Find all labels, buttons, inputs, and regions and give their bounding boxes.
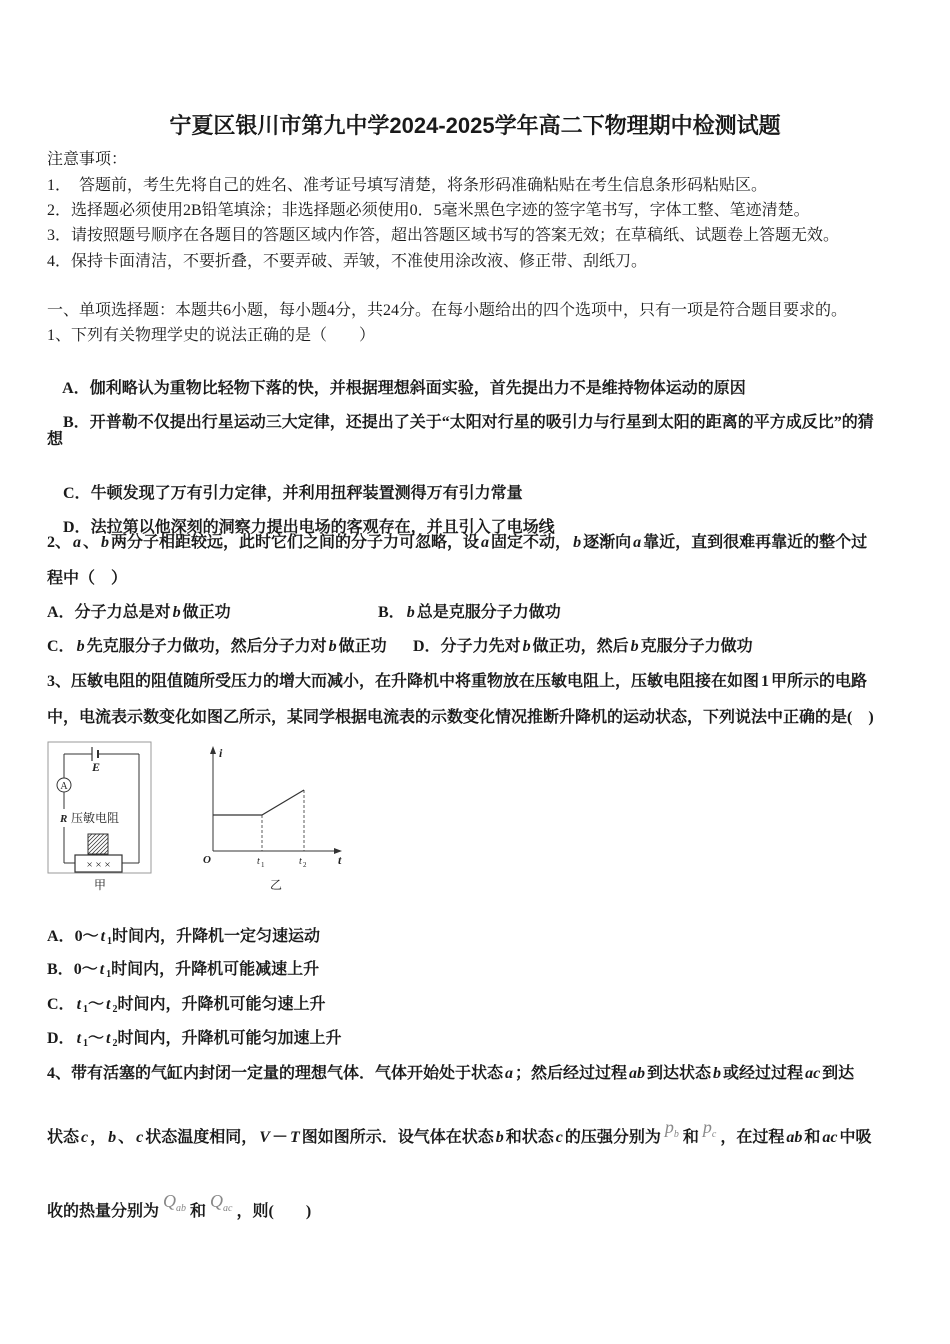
notice-item-2: 2．选择题必须使用2B铅笔填涂；非选择题必须使用0．5毫米黑色字迹的签字笔书写，字体工整、笔迹清楚。 — [47, 202, 810, 219]
variable: b — [495, 1129, 504, 1146]
variable: c — [136, 1129, 144, 1146]
option-label: C． — [63, 485, 91, 502]
q2-option-b — [378, 603, 561, 623]
text: 2、 — [47, 534, 72, 551]
text: 分子力总是对 — [74, 604, 171, 621]
text: ～ — [88, 996, 105, 1013]
text: 逐渐向 — [583, 534, 632, 551]
text: ， — [90, 1129, 107, 1146]
text: 时间内，升降机一定匀速运动 — [112, 928, 321, 945]
heat-qab-formula — [163, 1191, 186, 1219]
option-label: B． — [47, 961, 74, 978]
text: 到达 — [822, 1065, 855, 1082]
option-text: 牛顿发现了万有引力定律，并利用扭秤装置测得万有引力常量 — [90, 485, 523, 502]
text: 和状态 — [505, 1129, 554, 1146]
text: 收的热量分别为 — [47, 1203, 160, 1220]
text: ，在过程 — [720, 1129, 785, 1146]
graph-caption: 乙 — [269, 878, 283, 892]
variable: c — [555, 1129, 563, 1146]
variable: t — [100, 928, 106, 945]
text: 两分子相距较远，此时它们之间的分子力可忽略，设 — [111, 534, 480, 551]
text: 4、带有活塞的气缸内封闭一定量的理想气体．气体开始处于状态 — [47, 1065, 504, 1082]
hatch-line — [104, 850, 108, 854]
subscript: 1 — [83, 1004, 89, 1015]
option-text: 伽利略认为重物比轻物下落的快，并根据理想斜面实验，首先提出力不是维持物体运动的原因 — [89, 380, 746, 397]
text: 的压强分别为 — [564, 1129, 661, 1146]
text: 做正功 — [182, 604, 231, 621]
text: 0～ — [73, 961, 98, 978]
text: 0～ — [74, 928, 99, 945]
current-curve — [213, 790, 304, 815]
subscript: 1 — [107, 936, 113, 947]
text: 状态 — [47, 1129, 80, 1146]
text: 3、压敏电阻的阻值随所受压力的增大而减小，在升降机中将重物放在压敏电阻上，压敏电阻接在如图 — [47, 673, 760, 690]
ammeter-label: A — [60, 781, 68, 792]
variable: b — [76, 638, 85, 655]
subscript: 2 — [112, 1004, 118, 1015]
x-axis-label: t — [338, 853, 342, 867]
q1-option-b — [47, 393, 874, 453]
variable: a — [481, 534, 490, 551]
sensor-marks: × × × — [86, 859, 111, 871]
text: 或经过过程 — [723, 1065, 804, 1082]
figure-number: 1 — [761, 673, 770, 690]
text: 图如图所示．设气体在状态 — [301, 1129, 494, 1146]
option-label: A． — [47, 928, 75, 945]
variable: t — [76, 996, 82, 1013]
circuit-caption: 甲 — [93, 878, 107, 892]
text: 、 — [118, 1129, 135, 1146]
option-label: A． — [47, 604, 75, 621]
q3-stem-line-1 — [47, 672, 867, 692]
formula-base: p — [702, 1117, 712, 1137]
text: 和 — [190, 1203, 207, 1220]
text: 先克服分子力做功，然后分子力对 — [86, 638, 327, 655]
variable: t — [99, 961, 105, 978]
text: 时间内，升降机可能匀加速上升 — [117, 1030, 342, 1047]
text: 靠近，直到很难再靠近的整个过 — [643, 534, 868, 551]
variable: t — [76, 1030, 82, 1047]
option-label: C． — [47, 638, 75, 655]
subscript: 2 — [112, 1038, 118, 1049]
formula-base: p — [664, 1117, 674, 1137]
hatch-line — [88, 834, 92, 838]
q2-stem-line-1 — [47, 533, 867, 553]
q3-figure — [0, 730, 360, 900]
notice-item-4: 4．保持卡面清洁，不要折叠，不要弄破、弄皱，不准使用涂改液、修正带、刮纸刀。 — [47, 253, 648, 270]
t2-tick-subscript: 2 — [303, 861, 307, 869]
hatch-line — [88, 834, 108, 854]
pressure-pb-formula — [665, 1117, 679, 1145]
resistor-symbol: R — [60, 813, 68, 825]
text: ；然后经过过程 — [515, 1065, 628, 1082]
subscript: 1 — [106, 969, 112, 980]
variable: b — [630, 638, 639, 655]
q4-line-2 — [47, 1117, 872, 1154]
heat-qac-formula — [210, 1191, 232, 1219]
text: 做正功 — [338, 638, 387, 655]
y-axis-arrow — [210, 746, 216, 754]
variable: t — [106, 1030, 111, 1047]
q2-option-c — [47, 637, 387, 657]
variable: b — [328, 638, 337, 655]
variable: ac — [805, 1065, 821, 1082]
variable: a — [505, 1065, 514, 1082]
subscript: 1 — [83, 1038, 89, 1049]
text: 时间内，升降机可能减速上升 — [111, 961, 320, 978]
text: － — [271, 1129, 288, 1146]
text: 固定不动， — [491, 534, 572, 551]
text: 、 — [83, 534, 100, 551]
resistor-label: 压敏电阻 — [71, 811, 120, 825]
text: ～ — [88, 1030, 105, 1047]
formula-base: Q — [163, 1191, 177, 1211]
formula-subscript: ab — [176, 1203, 187, 1214]
q3-option-a — [47, 927, 320, 947]
hatch-line — [88, 834, 104, 850]
q4-line-1 — [47, 1064, 854, 1084]
t1-tick-label: t — [257, 856, 260, 867]
variable: b — [172, 604, 181, 621]
variable: c — [81, 1129, 89, 1146]
variable: a — [633, 534, 642, 551]
option-label: B． — [378, 604, 405, 621]
variable: V — [259, 1129, 270, 1146]
option-text: 法拉第以他深刻的洞察力提出电场的客观存在，并且引入了电场线 — [90, 519, 555, 536]
notice-item-1: 1． 答题前，考生先将自己的姓名、准考证号填写清楚，将条形码准确粘贴在考生信息条形码粘贴区。 — [47, 177, 768, 194]
variable: b — [713, 1065, 722, 1082]
text: 总是克服分子力做功 — [416, 604, 561, 621]
text: ，则( ) — [236, 1203, 312, 1220]
q2-option-a — [47, 603, 231, 623]
current-time-graph — [210, 746, 342, 854]
text: 做正功，然后 — [532, 638, 629, 655]
section-heading: 一、单项选择题：本题共6小题，每小题4分，共24分。在每小题给出的四个选项中，只有一项是符合题目要求的。 — [47, 302, 848, 319]
text: 甲所示的电路 — [771, 673, 868, 690]
t1-tick-subscript: 1 — [261, 861, 265, 869]
variable: ac — [822, 1129, 838, 1146]
page-title: 宁夏区银川市第九中学2024-2025学年高二下物理期中检测试题 — [169, 113, 781, 138]
option-label: D． — [63, 519, 91, 536]
y-axis-label: i — [219, 746, 223, 760]
q2-stem-line-2: 程中（ ） — [47, 570, 128, 587]
text: 中吸 — [839, 1129, 872, 1146]
q1-option-b-continued: 想 — [47, 431, 64, 448]
formula-subscript: c — [711, 1129, 717, 1140]
variable: ab — [786, 1129, 803, 1146]
text: 分子力先对 — [440, 638, 521, 655]
pressure-pc-formula — [703, 1117, 716, 1145]
variable: ab — [629, 1065, 646, 1082]
variable: b — [101, 534, 110, 551]
hatch-line — [92, 838, 108, 854]
text: 和 — [682, 1129, 699, 1146]
variable: b — [108, 1129, 117, 1146]
q3-option-c — [47, 995, 326, 1015]
text: 到达状态 — [647, 1065, 712, 1082]
q1-stem: 1、下列有关物理学史的说法正确的是（ ） — [47, 327, 376, 344]
formula-subscript: ac — [223, 1203, 233, 1214]
q3-option-d — [47, 1029, 342, 1049]
q3-stem-line-2: 中，电流表示数变化如图乙所示，某同学根据电流表的示数变化情况推断升降机的运动状态，下列说法中正确的是( ) — [47, 709, 874, 726]
variable: b — [573, 534, 582, 551]
option-label: D． — [413, 638, 441, 655]
variable: a — [73, 534, 82, 551]
variable: b — [406, 604, 415, 621]
variable: b — [522, 638, 531, 655]
option-label: B． — [63, 414, 90, 431]
option-label: D． — [47, 1030, 75, 1047]
text: 和 — [804, 1129, 821, 1146]
option-text: 开普勒不仅提出行星运动三大定律，还提出了关于“太阳对行星的吸引力与行星到太阳的距离的平方成反比”的猜 — [89, 414, 874, 431]
q3-option-b — [47, 960, 319, 980]
option-label: C． — [47, 996, 75, 1013]
text: 状态温度相同， — [145, 1129, 258, 1146]
variable: T — [289, 1129, 300, 1146]
hatch-line — [88, 834, 96, 842]
battery-label: E — [92, 760, 101, 774]
text: 克服分子力做功 — [640, 638, 753, 655]
option-label: A． — [62, 380, 90, 397]
variable: t — [106, 996, 111, 1013]
t2-tick-label: t — [299, 856, 302, 867]
q4-line-3 — [47, 1191, 312, 1228]
formula-subscript: b — [673, 1129, 679, 1140]
q2-option-d — [413, 637, 753, 657]
hatch-line — [100, 846, 108, 854]
notice-item-3: 3．请按照题号顺序在各题目的答题区域内作答，超出答题区域书写的答案无效；在草稿纸、试题卷上答题无效。 — [47, 227, 840, 244]
text: 时间内，升降机可能匀速上升 — [117, 996, 326, 1013]
weight-hatching — [88, 834, 108, 854]
formula-base: Q — [210, 1191, 224, 1211]
notice-heading: 注意事项： — [47, 151, 128, 168]
origin-label: O — [203, 854, 211, 866]
